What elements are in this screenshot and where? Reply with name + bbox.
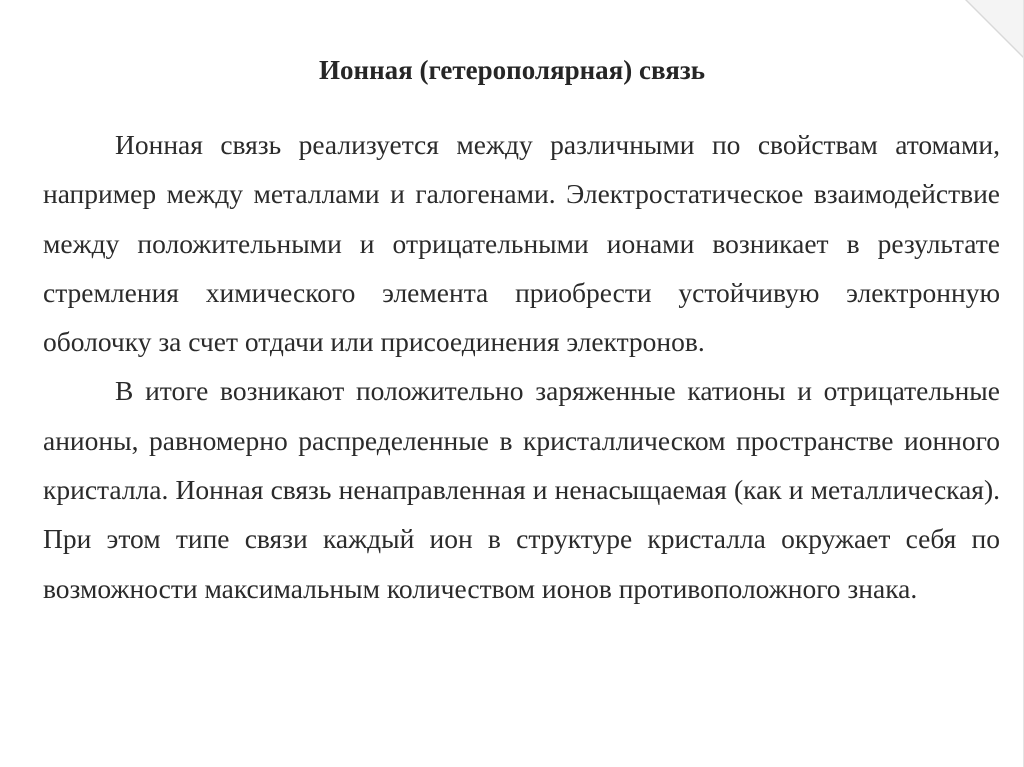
document-title: Ионная (гетерополярная) связь — [319, 55, 705, 85]
page-corner-fold-inner — [967, 0, 1023, 56]
document-body — [43, 120, 1000, 613]
paragraph-2: В итоге возникают положительно заряженные катионы и отрицательные анионы, равномерно распределенные в кристаллическом пространстве ионного кристалла. Ионная связь ненаправленная и ненасыщаемая (как и металлическая). При этом типе связи каждый ион в структуре кристалла окружает себя по возможности максимальным количеством ионов противоположного знака. — [43, 375, 1000, 604]
paragraph-1: Ионная связь реализуется между различными по свойствам атомами, например между металлами и галогенами. Электростатическое взаимодействие между положительными и отрицательными ионами возникает в результате стремления химического элемента приобрести устойчивую электронную оболочку за счет отдачи или присоединения электронов. — [43, 129, 1000, 358]
